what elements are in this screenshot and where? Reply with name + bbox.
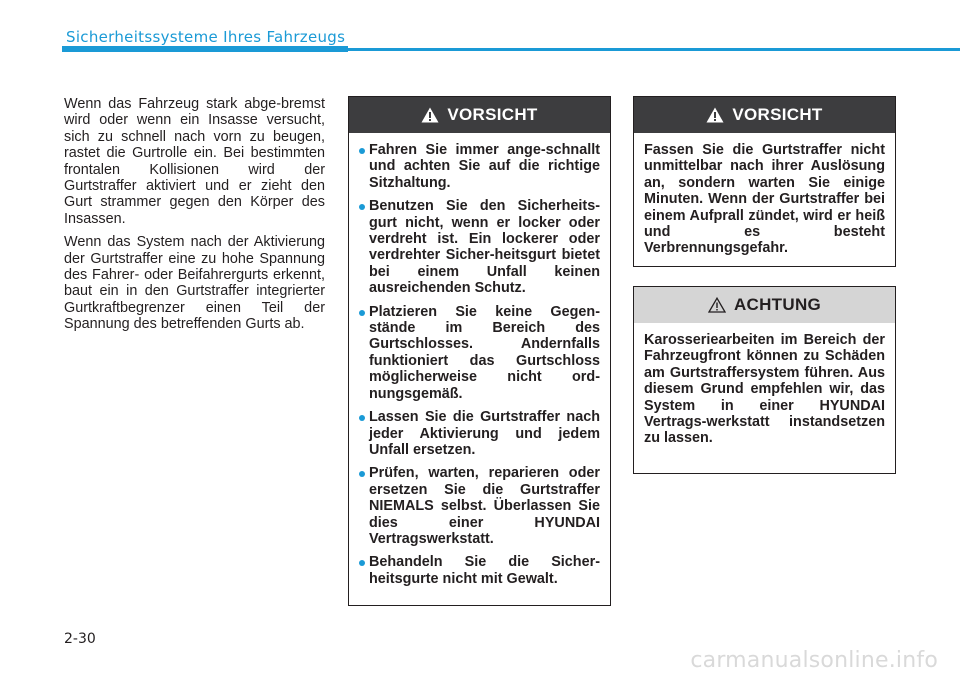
caution-header bbox=[634, 97, 895, 133]
caution-header bbox=[349, 97, 610, 133]
bullet-icon bbox=[359, 415, 365, 421]
section-title: Sicherheitssysteme Ihres Fahrzeugs bbox=[66, 28, 346, 46]
caution-list-item: Fahren Sie immer ange-schnallt und achten Sie auf die richtige Sitzhaltung. bbox=[359, 142, 600, 191]
bullet-icon bbox=[359, 310, 365, 316]
caution-box-seatbelt bbox=[348, 96, 611, 606]
bullet-icon bbox=[359, 560, 365, 566]
caution-list-item: Platzieren Sie keine Gegen-stände im Bereich des Gurtschlosses. Andernfalls funktioniert das Gurtschloss möglicherweise nicht ord-nungsgemäß. bbox=[359, 304, 600, 402]
watermark: carmanualsonline.info bbox=[690, 648, 938, 673]
caution-body bbox=[349, 133, 610, 597]
body-paragraph: Wenn das System nach der Aktivierung der Gurtstraffer eine zu hohe Spannung des Fahrer- oder Beifahrergurts erkennt, baut ein in den Gurtstraffer integrierter Gurtkraftbegrenzer einen Teil der Spannung des betreffenden Gurts ab. bbox=[64, 234, 325, 333]
caution-text: Fassen Sie die Gurtstraffer nicht unmittelbar nach ihrer Auslösung an, sondern warten Sie einige Minuten. Wenn der Gurtstraffer bei einem Aufprall zündet, wird er heiß und es besteht Verbrennungsgefahr. bbox=[644, 142, 885, 257]
bullet-icon bbox=[359, 148, 365, 154]
warning-triangle-icon bbox=[421, 107, 439, 123]
warning-triangle-icon bbox=[706, 107, 724, 123]
warning-triangle-outline-icon bbox=[708, 297, 726, 313]
caution-list-item: Prüfen, warten, reparieren oder ersetzen Sie die Gurtstraffer NIEMALS selbst. Überlassen Sie dies einer HYUNDAI Vertragswerkstatt. bbox=[359, 465, 600, 547]
caution-list-item: Lassen Sie die Gurtstraffer nach jeder Aktivierung und jedem Unfall ersetzen. bbox=[359, 409, 600, 458]
page-number: 2-30 bbox=[64, 631, 96, 647]
body-text-column bbox=[64, 96, 325, 340]
body-paragraph: Wenn das Fahrzeug stark abge-bremst wird oder wenn ein Insasse versucht, sich zu schnell nach vorn zu beugen, rastet die Gurtrolle ein. Bei bestimmten frontalen Kollisionen wird der Gurtstraffer aktiviert und er zieht den Gurt strammer gegen den Körper des Insassen. bbox=[64, 96, 325, 227]
bullet-icon bbox=[359, 471, 365, 477]
caution-list-item: Behandeln Sie die Sicher-heitsgurte nicht mit Gewalt. bbox=[359, 554, 600, 587]
notice-box-bodywork bbox=[633, 286, 896, 474]
header-rule-accent bbox=[62, 46, 348, 52]
caution-list bbox=[359, 142, 600, 587]
notice-text: Karosseriearbeiten im Bereich der Fahrzeugfront können zu Schäden am Gurtstraffersystem führen. Aus diesem Grund empfehlen wir, das System in einer HYUNDAI Vertrags-werkstatt instandsetzen zu lassen. bbox=[644, 332, 885, 447]
notice-header bbox=[634, 287, 895, 323]
caution-list-item: Benutzen Sie den Sicherheits-gurt nicht, wenn er locker oder verdreht ist. Ein lockerer oder verdrehter Sicher-heitsgurt bietet bei einem Unfall keinen ausreichenden Schutz. bbox=[359, 198, 600, 296]
caution-title: VORSICHT bbox=[732, 105, 823, 124]
caution-box-heat bbox=[633, 96, 896, 267]
bullet-icon bbox=[359, 204, 365, 210]
notice-title: ACHTUNG bbox=[733, 295, 822, 314]
caution-title: VORSICHT bbox=[447, 105, 538, 124]
